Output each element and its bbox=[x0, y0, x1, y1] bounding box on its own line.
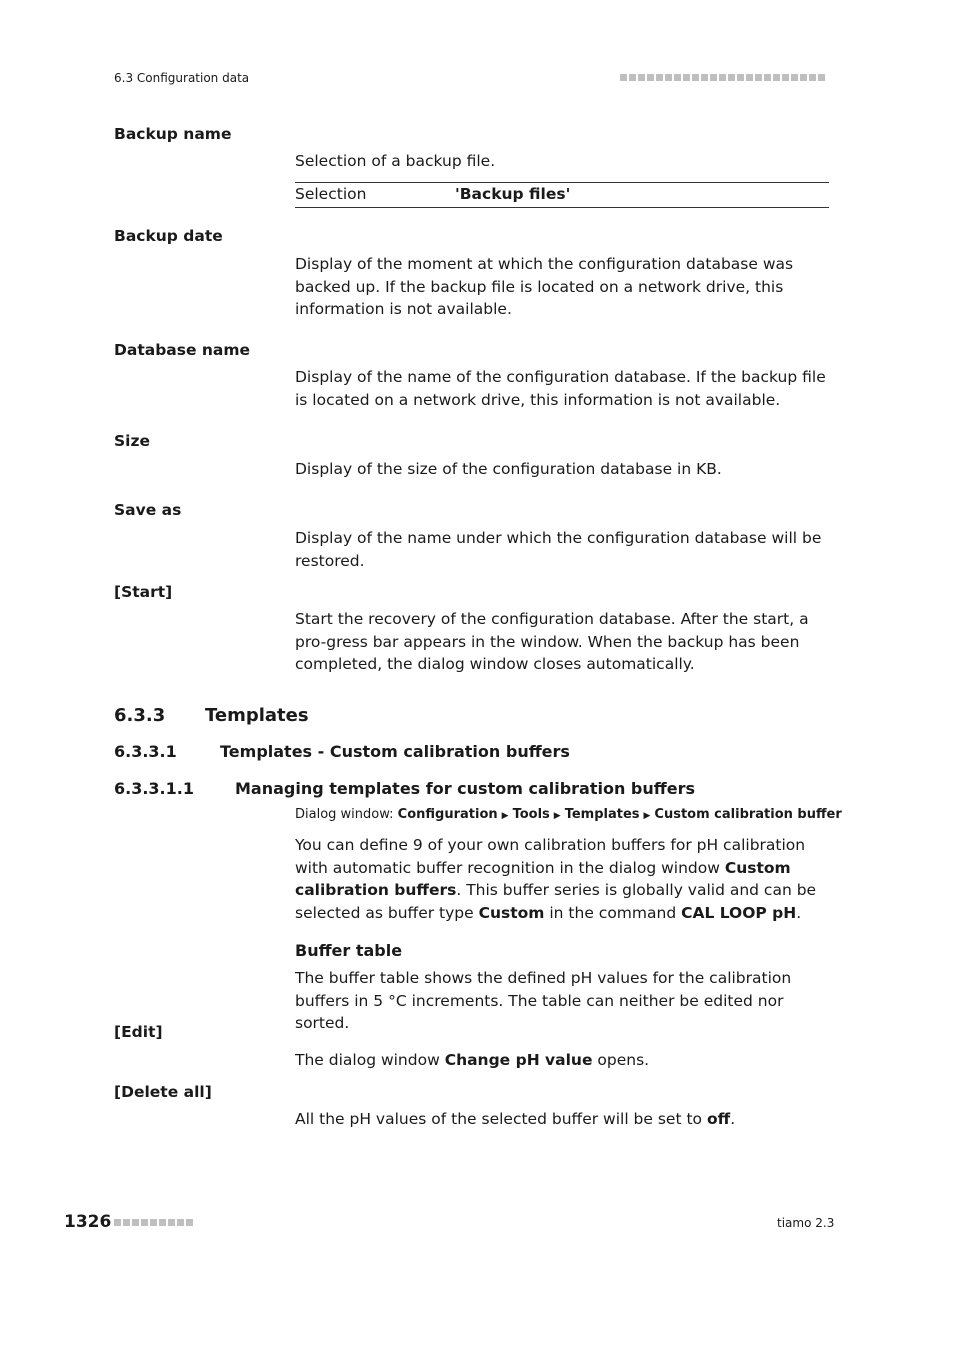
desc-backup-name: Selection of a backup file. bbox=[295, 152, 496, 170]
term-backup-name: Backup name bbox=[114, 125, 232, 143]
desc-database-name: Display of the name of the configuration database. If the backup file is located on a network drive, this information is not available. bbox=[295, 368, 826, 409]
section-number-63311: 6.3.3.1.1 bbox=[114, 779, 194, 798]
term-delete-all: [Delete all] bbox=[114, 1083, 212, 1101]
buffer-table-heading: Buffer table bbox=[295, 941, 403, 960]
term-database-name: Database name bbox=[114, 341, 251, 359]
desc-delete-all: All the pH values of the selected buffer will be set to off. bbox=[295, 1110, 736, 1128]
footer-product: tiamo 2.3 bbox=[777, 1216, 835, 1230]
term-save-as: Save as bbox=[114, 501, 182, 519]
desc-backup-date: Display of the moment at which the configuration database was backed up. If the backup file is located on a network drive, this information is not available. bbox=[295, 255, 794, 318]
arrow-right-icon: ▶ bbox=[643, 811, 651, 821]
dialog-path-item: Templates bbox=[564, 807, 640, 822]
selection-value: 'Backup files' bbox=[455, 185, 571, 203]
section-title-managing-templates: Managing templates for custom calibration buffers bbox=[235, 779, 695, 798]
selection-label: Selection bbox=[295, 185, 367, 203]
footer-dots-decoration bbox=[114, 1219, 193, 1226]
section-number-6331: 6.3.3.1 bbox=[114, 742, 177, 761]
section-number-633: 6.3.3 bbox=[114, 705, 166, 726]
dialog-path-prefix: Dialog window: bbox=[295, 807, 394, 822]
dialog-path-item: Tools bbox=[512, 807, 550, 822]
arrow-right-icon: ▶ bbox=[501, 811, 509, 821]
buffer-table-desc: The buffer table shows the defined pH values for the calibration buffers in 5 °C increments. The table can neither be edited nor sorted. bbox=[295, 969, 792, 1032]
dialog-path-item: Custom calibration buffer bbox=[654, 807, 842, 822]
term-backup-date: Backup date bbox=[114, 227, 223, 245]
desc-size: Display of the size of the configuration database in KB. bbox=[295, 460, 722, 478]
running-header: 6.3 Configuration data bbox=[114, 71, 250, 85]
dialog-path-item: Configuration bbox=[397, 807, 498, 822]
arrow-right-icon: ▶ bbox=[553, 811, 561, 821]
section-title-custom-buffers: Templates - Custom calibration buffers bbox=[220, 742, 570, 761]
desc-edit: The dialog window Change pH value opens. bbox=[295, 1051, 650, 1069]
header-dots-decoration bbox=[620, 74, 825, 81]
intro-paragraph: You can define 9 of your own calibration buffers for pH calibration with automatic buffer recognition in the dialog window Custom calibration buffers. This buffer series is globally valid and can be selected as buffer type Custom in the command CAL LOOP pH. bbox=[295, 836, 817, 922]
section-title-templates: Templates bbox=[205, 705, 309, 726]
selection-table bbox=[295, 182, 829, 208]
desc-save-as: Display of the name under which the configuration database will be restored. bbox=[295, 529, 822, 570]
term-size: Size bbox=[114, 432, 151, 450]
desc-start: Start the recovery of the configuration database. After the start, a pro-gress bar appears in the window. When the backup has been completed, the dialog window closes automatically. bbox=[295, 610, 809, 673]
dialog-path bbox=[295, 807, 842, 822]
term-edit: [Edit] bbox=[114, 1023, 163, 1041]
page-number: 1326 bbox=[64, 1212, 112, 1232]
term-start: [Start] bbox=[114, 583, 173, 601]
